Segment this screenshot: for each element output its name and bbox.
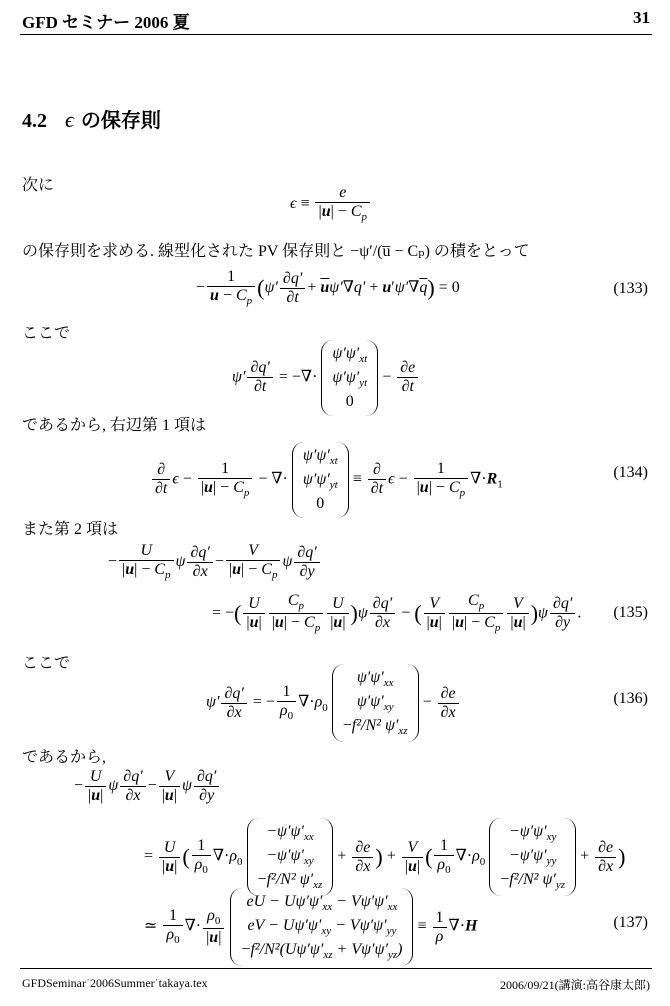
equation-number-133: (133) — [613, 280, 648, 297]
footer-rule — [20, 968, 652, 969]
equation-number-137: (137) — [613, 914, 648, 931]
formula-136: ψ′ $\frac{\partial q'}{\partial x}$ = − $\frac{1}{\rho_0}$ $\nabla\cdot\rho_0$ $\psi'\psi'_{xx}$ $\psi'\psi'_{xy}$ −f²/N² $\psi'_{xz}$ − $\frac{\partial e}{\partial x}$ — [206, 664, 461, 742]
formula-135-line-2: = −( $\frac{U}{|\overline{u}|}$ $\frac{C_p}{|\overline{u}| - C_p}$ $\frac{U}{|\overline{u}|}$ )ψ $\frac{\partial q'}{\partial x}$ − ( $\frac{V}{|\overline{u}|}$ $\frac{C_p}{|\overline{u}| - C_p}$ $\frac{V}{|\overline{u}|}$ )ψ $\frac{\partial q'}{\partial y}$ . — [212, 592, 582, 635]
header-rule — [20, 34, 652, 35]
paragraph-1: 次に — [22, 177, 55, 194]
section-number: 4.2 — [22, 110, 47, 132]
formula-134: $\frac{\partial}{\partial t}$ ϵ − $\frac{1}{|\overline{u}| - C_p}$ − ∇· $\psi'\psi'_{xt}$ $\psi'\psi'_{yt}$ 0 ≡ $\frac{\partial}{\partial t}$ ϵ − $\frac{1}{|\overline{u}| - C_p}$ $\nabla\cdot R_1$ — [150, 442, 503, 518]
equation-number-134: (134) — [613, 464, 648, 481]
formula-137-line-3: ≃ $\frac{1}{\rho_0}$ ∇· $\frac{\rho_0}{|\overline{u}|}$ eU − $U\psi'\psi'_{xx} - V\psi'\psi'_{xx}$ eV − $U\psi'\psi'_{xy} - V\psi'\psi'_{yy}$ $-f^2/N^2(U\psi'\psi'_{xz} + V\psi'\psi'_{yz})$ ≡ $\frac{1}{\rho}$ ∇·H — [144, 888, 477, 966]
formula-133: − $\frac{1}{\overline{u} - C_p}$ (ψ′ $\frac{\partial q'}{\partial t}$ + $\overline{u}\psi'\nabla q' + u'\psi'\nabla\overline{q}) = 0$ — [196, 268, 460, 308]
section-title: の保存則 — [80, 110, 161, 132]
section-heading — [22, 104, 161, 133]
page-header-title: GFD セミナー 2006 夏 — [22, 13, 190, 32]
formula-135-line-1: − $\frac{U}{|\overline{u}| - C_p}$ ψ $\frac{\partial q'}{\partial x}$ − $\frac{V}{|\overline{u}| - C_p}$ ψ $\frac{\partial q'}{\partial y}$ — [108, 542, 322, 582]
paragraph-7: であるから, — [22, 749, 107, 766]
paragraph-3: ここで — [22, 325, 71, 342]
footer-filename: GFDSeminar˙2006Summer˙takaya.tex — [22, 976, 208, 990]
formula-psi-dqdt: ψ′ $\frac{\partial q'}{\partial t}$ = −∇· $\psi'\psi'_{xt}$ $\psi'\psi'_{yt}$ 0 − $\frac{\partial e}{\partial t}$ — [232, 340, 420, 416]
formula-137-line-1: − $\frac{U}{|\overline{u}|}$ ψ $\frac{\partial q'}{\partial x}$ − $\frac{V}{|\overline{u}|}$ ψ $\frac{\partial q'}{\partial y}$ — [74, 768, 221, 805]
paragraph-5: また第 2 項は — [22, 521, 119, 538]
footer-date-lecturer: 2006/09/21(講演:高谷康太郎) — [500, 978, 650, 992]
formula-epsilon-definition: ϵ ≡ $\frac{e}{|\overline{u}| - C_p}$ — [290, 184, 372, 224]
equation-number-135: (135) — [613, 604, 648, 621]
formula-137-line-2: = $\frac{U}{|\overline{u}|}$ ( $\frac{1}{\rho_0}$ $\nabla\cdot\rho_0 -\psi'\psi'_{xx}$ $-\psi'\psi'_{xy}$ −f²/N² $\psi'_{xz}$ + $\frac{\partial e}{\partial x}$ ) + $\frac{V}{|\overline{u}|}$ ( $\frac{1}{\rho_0}$ $\nabla\cdot\rho_0 -\psi'\psi'_{xy}$ $-\psi'\psi'_{yy}$ −f²/N² $\psi'_{yz}$ + $\frac{\partial e}{\partial x}$ ) — [144, 818, 625, 896]
paragraph-2: の保存則を求める. 線型化された PV 保存則と −ψ′/(u̅ − Cₚ) の積をとって — [22, 243, 530, 260]
paragraph-6: ここで — [22, 655, 71, 672]
section-symbol: ϵ — [65, 107, 74, 132]
equation-number-136: (136) — [613, 690, 648, 707]
paragraph-4: であるから, 右辺第 1 項は — [22, 417, 207, 434]
page-number: 31 — [633, 8, 650, 27]
